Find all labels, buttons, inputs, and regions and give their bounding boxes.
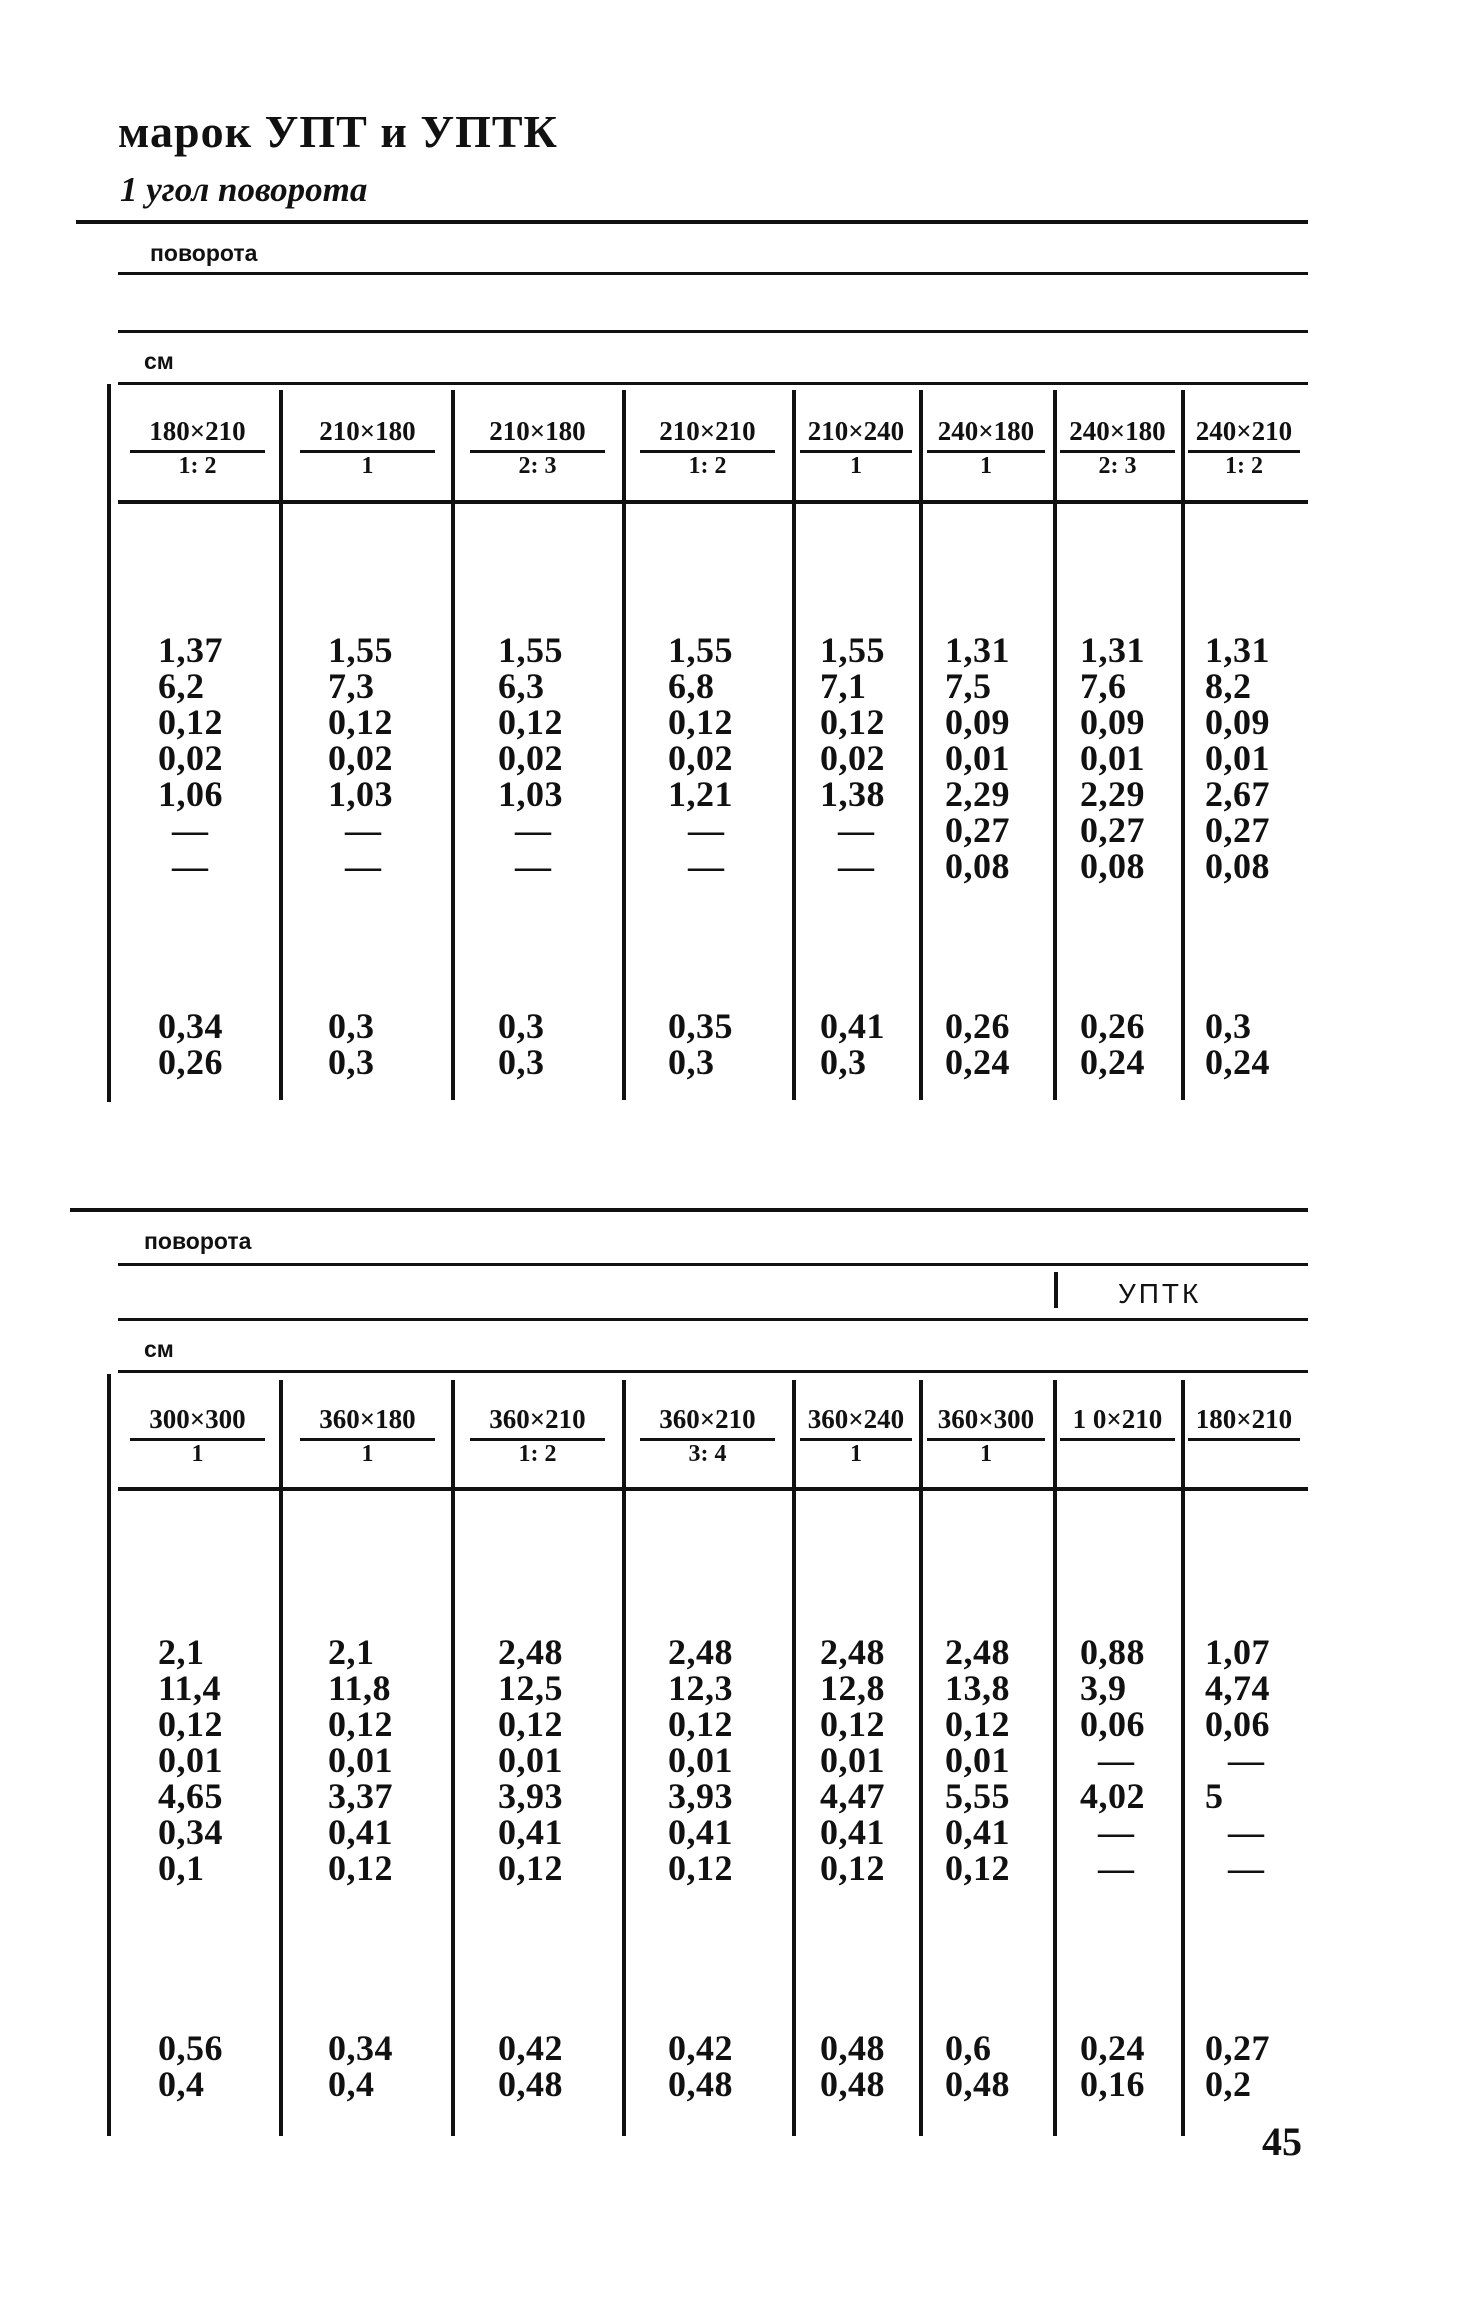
column-header bbox=[640, 1402, 775, 1467]
cell-value: 1,31 bbox=[1080, 630, 1145, 670]
column-dimension: 210×180 bbox=[300, 414, 435, 453]
cell-value: 1,31 bbox=[1205, 630, 1270, 670]
cell-value: 4,65 bbox=[158, 1776, 223, 1816]
cell-value: 0,1 bbox=[158, 1848, 205, 1888]
column-header bbox=[1060, 1402, 1175, 1441]
cell-value: 1,55 bbox=[820, 630, 885, 670]
table-2-header-rule bbox=[118, 1487, 1308, 1491]
cell-value: — bbox=[688, 846, 725, 886]
cell-value: 1,21 bbox=[668, 774, 733, 814]
column-dimension: 240×210 bbox=[1188, 414, 1300, 453]
cell-value: 6,3 bbox=[498, 666, 545, 706]
cell-value: 0,3 bbox=[668, 1042, 715, 1082]
cell-value: 0,02 bbox=[668, 738, 733, 778]
table-1-label-row: поворота bbox=[150, 240, 258, 266]
cell-value: 1,37 bbox=[158, 630, 223, 670]
cell-value: 0,26 bbox=[945, 1006, 1010, 1046]
cell-value: 0,12 bbox=[945, 1848, 1010, 1888]
cell-value: 0,48 bbox=[498, 2064, 563, 2104]
column-dimension: 180×210 bbox=[1188, 1402, 1300, 1441]
cell-value: 0,27 bbox=[1205, 2028, 1270, 2068]
cell-value: 0,09 bbox=[1080, 702, 1145, 742]
column-header bbox=[640, 414, 775, 479]
column-dimension: 360×240 bbox=[800, 1402, 912, 1441]
column-ratio: 1 bbox=[850, 1441, 862, 1467]
table-2-unit-label: см bbox=[144, 1336, 174, 1362]
cell-value: — bbox=[838, 846, 875, 886]
column-header bbox=[800, 1402, 912, 1467]
cell-value: 0,3 bbox=[328, 1006, 375, 1046]
cell-value: 1,03 bbox=[498, 774, 563, 814]
cell-value: — bbox=[345, 810, 382, 850]
table-1-column-divider bbox=[1053, 390, 1057, 1100]
cell-value: 0,56 bbox=[158, 2028, 223, 2068]
cell-value: 3,93 bbox=[668, 1776, 733, 1816]
cell-value: 2,29 bbox=[1080, 774, 1145, 814]
column-dimension: 1 0×210 bbox=[1060, 1402, 1175, 1441]
cell-value: 0,02 bbox=[158, 738, 223, 778]
column-ratio: 1 bbox=[980, 453, 992, 479]
cell-value: 0,12 bbox=[945, 1704, 1010, 1744]
cell-value: 0,09 bbox=[945, 702, 1010, 742]
cell-value: — bbox=[838, 810, 875, 850]
column-header bbox=[130, 414, 265, 479]
table-1-header-rule bbox=[118, 500, 1308, 504]
cell-value: — bbox=[1098, 1740, 1135, 1780]
cell-value: 0,12 bbox=[820, 1704, 885, 1744]
cell-value: 2,67 bbox=[1205, 774, 1270, 814]
column-dimension: 360×300 bbox=[927, 1402, 1045, 1441]
table-2-group-label: УПТК bbox=[1118, 1278, 1202, 1309]
cell-value: 0,12 bbox=[328, 702, 393, 742]
cell-value: — bbox=[1098, 1848, 1135, 1888]
cell-value: — bbox=[345, 846, 382, 886]
table-1-top-rule bbox=[76, 220, 1308, 224]
cell-value: — bbox=[1098, 1812, 1135, 1852]
cell-value: 12,3 bbox=[668, 1668, 733, 1708]
cell-value: 0,16 bbox=[1080, 2064, 1145, 2104]
cell-value: 0,4 bbox=[328, 2064, 375, 2104]
cell-value: 11,4 bbox=[158, 1668, 222, 1708]
cell-value: 0,27 bbox=[945, 810, 1010, 850]
cell-value: 0,34 bbox=[158, 1006, 223, 1046]
cell-value: 0,3 bbox=[820, 1042, 867, 1082]
table-2-column-divider bbox=[451, 1380, 455, 2136]
cell-value: 3,37 bbox=[328, 1776, 393, 1816]
cell-value: 3,9 bbox=[1080, 1668, 1127, 1708]
cell-value: 0,41 bbox=[820, 1006, 885, 1046]
table-1-unit-label: см bbox=[144, 348, 174, 374]
cell-value: 0,42 bbox=[498, 2028, 563, 2068]
column-header bbox=[130, 1402, 265, 1467]
table-1-rule bbox=[118, 330, 1308, 333]
cell-value: 0,26 bbox=[1080, 1006, 1145, 1046]
cell-value: 8,2 bbox=[1205, 666, 1252, 706]
cell-value: 1,31 bbox=[945, 630, 1010, 670]
cell-value: 0,24 bbox=[945, 1042, 1010, 1082]
column-ratio: 1: 2 bbox=[688, 453, 727, 479]
cell-value: 1,03 bbox=[328, 774, 393, 814]
cell-value: 0,6 bbox=[945, 2028, 992, 2068]
cell-value: 0,48 bbox=[945, 2064, 1010, 2104]
column-ratio: 1: 2 bbox=[518, 1441, 557, 1467]
cell-value: 0,08 bbox=[1205, 846, 1270, 886]
cell-value: — bbox=[172, 846, 209, 886]
cell-value: 0,24 bbox=[1080, 2028, 1145, 2068]
cell-value: 0,08 bbox=[1080, 846, 1145, 886]
cell-value: 2,48 bbox=[945, 1632, 1010, 1672]
column-ratio: 1: 2 bbox=[178, 453, 217, 479]
cell-value: 0,24 bbox=[1205, 1042, 1270, 1082]
cell-value: 1,07 bbox=[1205, 1632, 1270, 1672]
column-ratio: 1 bbox=[361, 453, 374, 479]
cell-value: 0,12 bbox=[498, 1704, 563, 1744]
cell-value: 0,01 bbox=[945, 1740, 1010, 1780]
table-1-column-divider bbox=[279, 390, 283, 1100]
cell-value: 0,26 bbox=[158, 1042, 223, 1082]
table-2-column-divider bbox=[1181, 1380, 1185, 2136]
cell-value: 7,6 bbox=[1080, 666, 1127, 706]
column-ratio: 1 bbox=[980, 1441, 992, 1467]
table-1-column-divider bbox=[792, 390, 796, 1100]
cell-value: 6,2 bbox=[158, 666, 205, 706]
cell-value: 11,8 bbox=[328, 1668, 392, 1708]
cell-value: 0,12 bbox=[668, 1704, 733, 1744]
table-2-rule bbox=[118, 1318, 1308, 1321]
table-2-column-divider bbox=[107, 1374, 111, 2136]
cell-value: 4,02 bbox=[1080, 1776, 1145, 1816]
cell-value: 2,29 bbox=[945, 774, 1010, 814]
table-2-column-divider bbox=[622, 1380, 626, 2136]
cell-value: 1,55 bbox=[498, 630, 563, 670]
column-dimension: 210×210 bbox=[640, 414, 775, 453]
column-ratio: 3: 4 bbox=[688, 1441, 727, 1467]
cell-value: — bbox=[515, 810, 552, 850]
cell-value: 0,01 bbox=[668, 1740, 733, 1780]
cell-value: 2,48 bbox=[498, 1632, 563, 1672]
table-1-column-divider bbox=[1181, 390, 1185, 1100]
cell-value: 0,12 bbox=[820, 1848, 885, 1888]
cell-value: 0,12 bbox=[498, 1848, 563, 1888]
column-header bbox=[800, 414, 912, 479]
cell-value: 1,06 bbox=[158, 774, 223, 814]
column-ratio: 1 bbox=[361, 1441, 374, 1467]
column-dimension: 180×210 bbox=[130, 414, 265, 453]
cell-value: 0,48 bbox=[668, 2064, 733, 2104]
cell-value: 0,4 bbox=[158, 2064, 205, 2104]
cell-value: 0,41 bbox=[820, 1812, 885, 1852]
cell-value: 0,01 bbox=[498, 1740, 563, 1780]
cell-value: 0,24 bbox=[1080, 1042, 1145, 1082]
cell-value: — bbox=[172, 810, 209, 850]
column-header bbox=[927, 1402, 1045, 1467]
column-ratio: 1: 2 bbox=[1225, 453, 1263, 479]
column-dimension: 210×180 bbox=[470, 414, 605, 453]
table-2-rule bbox=[118, 1370, 1308, 1373]
cell-value: 0,01 bbox=[328, 1740, 393, 1780]
cell-value: 0,3 bbox=[498, 1042, 545, 1082]
page-title: марок УПТ и УПТК bbox=[118, 106, 558, 157]
table-2-group-divider bbox=[1054, 1272, 1058, 1308]
cell-value: 3,93 bbox=[498, 1776, 563, 1816]
column-header bbox=[1188, 414, 1300, 479]
cell-value: 2,48 bbox=[820, 1632, 885, 1672]
cell-value: 0,01 bbox=[1205, 738, 1270, 778]
cell-value: 0,88 bbox=[1080, 1632, 1145, 1672]
column-header bbox=[470, 414, 605, 479]
table-2-column-divider bbox=[919, 1380, 923, 2136]
column-dimension: 240×180 bbox=[1060, 414, 1175, 453]
cell-value: 12,5 bbox=[498, 1668, 563, 1708]
cell-value: 0,12 bbox=[498, 702, 563, 742]
cell-value: 0,02 bbox=[820, 738, 885, 778]
cell-value: 2,1 bbox=[158, 1632, 205, 1672]
cell-value: 0,3 bbox=[328, 1042, 375, 1082]
cell-value: — bbox=[1228, 1812, 1265, 1852]
cell-value: — bbox=[1228, 1740, 1265, 1780]
cell-value: 0,41 bbox=[498, 1812, 563, 1852]
cell-value: — bbox=[1228, 1848, 1265, 1888]
cell-value: 0,12 bbox=[668, 1848, 733, 1888]
cell-value: 0,34 bbox=[158, 1812, 223, 1852]
column-ratio: 2: 3 bbox=[518, 453, 557, 479]
cell-value: 0,06 bbox=[1205, 1704, 1270, 1744]
cell-value: 0,12 bbox=[668, 702, 733, 742]
cell-value: 0,42 bbox=[668, 2028, 733, 2068]
cell-value: 0,35 bbox=[668, 1006, 733, 1046]
cell-value: 0,3 bbox=[1205, 1006, 1252, 1046]
table-2-rule bbox=[118, 1263, 1308, 1266]
cell-value: — bbox=[688, 810, 725, 850]
cell-value: 1,55 bbox=[668, 630, 733, 670]
cell-value: 0,48 bbox=[820, 2028, 885, 2068]
column-ratio: 1 bbox=[850, 453, 862, 479]
cell-value: 0,08 bbox=[945, 846, 1010, 886]
cell-value: 7,3 bbox=[328, 666, 375, 706]
cell-value: 0,02 bbox=[498, 738, 563, 778]
cell-value: 5,55 bbox=[945, 1776, 1010, 1816]
table-2-column-divider bbox=[279, 1380, 283, 2136]
column-header bbox=[300, 1402, 435, 1467]
cell-value: 4,74 bbox=[1205, 1668, 1270, 1708]
column-dimension: 300×300 bbox=[130, 1402, 265, 1441]
cell-value: 0,12 bbox=[158, 1704, 223, 1744]
column-ratio: 1 bbox=[191, 1441, 204, 1467]
column-dimension: 360×210 bbox=[640, 1402, 775, 1441]
cell-value: 0,27 bbox=[1205, 810, 1270, 850]
table-1-rule bbox=[118, 272, 1308, 275]
column-header bbox=[470, 1402, 605, 1467]
table-1-column-divider bbox=[919, 390, 923, 1100]
cell-value: 6,8 bbox=[668, 666, 715, 706]
page-number: 45 bbox=[1262, 2119, 1302, 2164]
cell-value: 0,12 bbox=[328, 1848, 393, 1888]
table-1-rule bbox=[118, 382, 1308, 385]
column-header bbox=[1060, 414, 1175, 479]
cell-value: 0,2 bbox=[1205, 2064, 1252, 2104]
column-dimension: 360×210 bbox=[470, 1402, 605, 1441]
table-1-column-divider bbox=[107, 384, 111, 1102]
cell-value: 0,12 bbox=[328, 1704, 393, 1744]
cell-value: 0,12 bbox=[820, 702, 885, 742]
cell-value: 7,1 bbox=[820, 666, 867, 706]
column-header bbox=[300, 414, 435, 479]
cell-value: 0,12 bbox=[158, 702, 223, 742]
cell-value: 0,02 bbox=[328, 738, 393, 778]
cell-value: 0,41 bbox=[668, 1812, 733, 1852]
cell-value: 1,38 bbox=[820, 774, 885, 814]
cell-value: 0,3 bbox=[498, 1006, 545, 1046]
cell-value: 5 bbox=[1205, 1776, 1224, 1816]
cell-value: 0,09 bbox=[1205, 702, 1270, 742]
cell-value: 0,34 bbox=[328, 2028, 393, 2068]
table-2-label-row: поворота bbox=[144, 1228, 252, 1254]
cell-value: 0,48 bbox=[820, 2064, 885, 2104]
cell-value: 0,01 bbox=[1080, 738, 1145, 778]
table-2-column-divider bbox=[1053, 1380, 1057, 2136]
cell-value: — bbox=[515, 846, 552, 886]
cell-value: 0,01 bbox=[820, 1740, 885, 1780]
table-1-column-divider bbox=[451, 390, 455, 1100]
column-header bbox=[1188, 1402, 1300, 1441]
column-dimension: 360×180 bbox=[300, 1402, 435, 1441]
cell-value: 7,5 bbox=[945, 666, 992, 706]
cell-value: 4,47 bbox=[820, 1776, 885, 1816]
cell-value: 0,41 bbox=[328, 1812, 393, 1852]
column-dimension: 210×240 bbox=[800, 414, 912, 453]
column-dimension: 240×180 bbox=[927, 414, 1045, 453]
column-header bbox=[927, 414, 1045, 479]
table-2-top-rule bbox=[70, 1208, 1308, 1212]
cell-value: 12,8 bbox=[820, 1668, 885, 1708]
cell-value: 0,06 bbox=[1080, 1704, 1145, 1744]
cell-value: 0,27 bbox=[1080, 810, 1145, 850]
page-subtitle: 1 угол поворота bbox=[120, 170, 368, 209]
cell-value: 2,1 bbox=[328, 1632, 375, 1672]
table-1-column-divider bbox=[622, 390, 626, 1100]
table-2-column-divider bbox=[792, 1380, 796, 2136]
cell-value: 0,01 bbox=[158, 1740, 223, 1780]
cell-value: 13,8 bbox=[945, 1668, 1010, 1708]
cell-value: 0,01 bbox=[945, 738, 1010, 778]
cell-value: 0,41 bbox=[945, 1812, 1010, 1852]
column-ratio: 2: 3 bbox=[1098, 453, 1137, 479]
cell-value: 1,55 bbox=[328, 630, 393, 670]
cell-value: 2,48 bbox=[668, 1632, 733, 1672]
